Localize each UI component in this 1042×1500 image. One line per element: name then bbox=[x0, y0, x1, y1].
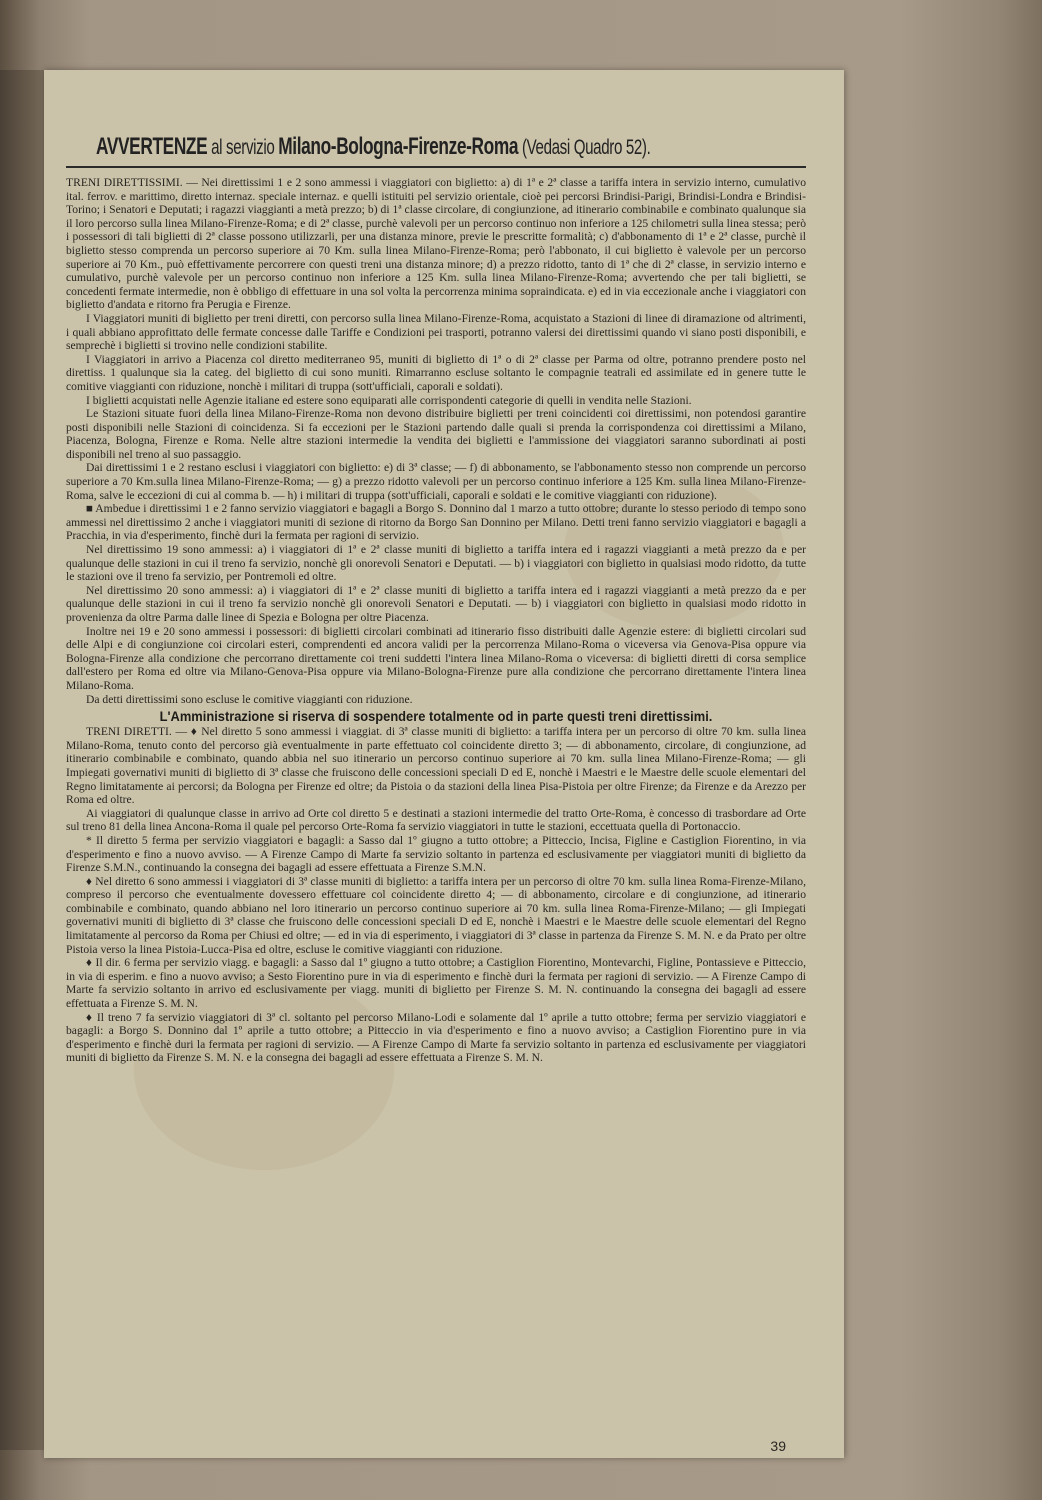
page-content bbox=[66, 130, 806, 1065]
suspension-notice: L'Amministrazione si riserva di sospendere totalmente od in parte questi treni direttissimi. bbox=[159, 708, 713, 725]
paragraph: Da detti direttissimi sono escluse le comitive viaggianti con riduzione. bbox=[86, 692, 413, 706]
title-line: Milano-Bologna-Firenze-Roma bbox=[278, 133, 519, 160]
paragraph: I Viaggiatori muniti di biglietto per treni diretti, con percorso sulla linea Milano-Firenze-Roma, acquistato a Stazioni di linee di diramazione od altrimenti, i quali abbiano approfittato delle fermate concesse dalle Tariffe e Condizioni pei trasporti, potranno valersi dei direttissimi quando vi siano posti disponibili, e semprechè i biglietti si trovino nelle condizioni stabilite. bbox=[66, 311, 806, 353]
paragraph: TRENI DIRETTISSIMI. — Nei direttissimi 1 e 2 sono ammessi i viaggiatori con biglietto: a) di 1ª e 2ª classe a tariffa intera in servizio interno, cumulativo ital. ferrov. e marittimo, diretto internaz. speciale internaz. e quelli istituiti pel servizio orientale, cioè pei percorsi Brindisi-Parigi, Brindisi-Londra e Brindisi-Torino; i Senatori e Deputati; i ragazzi viaggianti a metà prezzo; b) di 1ª classe circolare, di congiunzione, ad itinerario combinabile e combinato qualunque sia il loro percorso sulla linea Milano-Firenze-Roma; e di 2ª classe, purchè valevoli per un percorso continuo non inferiore a 125 chilometri sulla linea stessa; però i possessori di tali biglietti di 2ª classe possono utilizzarli, per una distanza minore, previe le prescritte formalità; c) d'abbonamento di 1ª e 2ª classe, purchè il biglietto stesso comprenda un percorso superiore ai 70 Km. sulla linea Milano-Firenze-Roma; però l'abbonato, il cui biglietto è valevole per un percorso superiore ai 70 Km., può effettivamente percorrere con questi treni una distanza minore; d) a prezzo ridotto, tanto di 1ª che di 2ª classe, in servizio interno e cumulativo, purchè valevole per un percorso continuo non inferiore a 125 Km. sulla linea Milano-Firenze-Roma; avvertendo che per tali biglietti, se concedenti fermate intermedie, non è obbligo di effettuare in una sol volta la percorrenza minima sopraindicata. e) ed in via eccezionale anche i viaggiatori con biglietto d'andata e ritorno fra Perugia e Firenze. bbox=[66, 176, 806, 312]
paragraph: Ai viaggiatori di qualunque classe in arrivo ad Orte col diretto 5 e destinati a stazioni intermedie del tratto Orte-Roma, è concesso di trasbordare ad Orte sul treno 81 della linea Ancona-Roma il quale pel percorso Orte-Roma fa servizio viaggiatori in tutte le stazioni, eccettuata quella di Portonaccio. bbox=[66, 806, 806, 834]
paragraph: I biglietti acquistati nelle Agenzie italiane ed estere sono equiparati alle corrispondenti categorie di quelli in vendita nelle Stazioni. bbox=[86, 393, 692, 407]
paragraph: ♦ Il dir. 6 ferma per servizio viagg. e bagagli: a Sasso dal 1º giugno a tutto ottobre; a Castiglion Fiorentino, Montevarchi, Figline, Pontassieve e Pitteccio, in via di esperim. e fino a nuovo avviso; a Sesto Fiorentino pure in via di esperimento e finchè duri la fermata per ragioni di servizio. — A Firenze Campo di Marte fa servizio soltanto in arrivo ed esclusivamente per viagg. muniti di biglietto per Firenze S. M. N. continuando la consegna dei bagagli ad essere effettuata a Firenze S. M. N. bbox=[66, 956, 806, 1011]
page-title bbox=[96, 130, 651, 164]
paragraph: ♦ Il treno 7 fa servizio viaggiatori di 3ª cl. soltanto pel percorso Milano-Lodi e solamente dal 1º aprile a tutto ottobre; ferma per servizio viaggiatori e bagagli: a Borgo S. Donnino dal 1º aprile a tutto ottobre; a Pitteccio in via d'esperimento e fino a nuovo avviso; a Castiglion Fiorentino pure in via d'esperimento e finchè duri la fermata per ragioni di servizio. — A Firenze Campo di Marte fa servizio soltanto in partenza ed esclusivamente per viaggiatori muniti di biglietto da Firenze S. M. N. e la consegna dei bagagli ad essere effettuata a Firenze S. M. N. bbox=[66, 1010, 806, 1065]
paragraph: Nel direttissimo 20 sono ammessi: a) i viaggiatori di 1ª e 2ª classe muniti di biglietto a tariffa intera ed i ragazzi viaggianti a metà prezzo da e per qualunque delle stazioni in cui il treno fa servizio nonchè gli onorevoli Senatori e Deputati. — b) i viaggiatori con biglietto in qualsiasi modo ridotto in provenienza da oltre Parma dalle linee di Spezia e Bologna per oltre Piacenza. bbox=[66, 583, 806, 624]
paragraph: Dai direttissimi 1 e 2 restano esclusi i viaggiatori con biglietto: e) di 3ª classe; — f) di abbonamento, se l'abbonamento stesso non comprende un percorso superiore a 70 Km.sulla linea Milano-Firenze-Roma; — g) a prezzo ridotto valevoli per un percorso continuo inferiore a 125 Km. sulla linea Milano-Firenze-Roma, salve le eccezioni di cui al comma b. — h) i militari di truppa (sott'ufficiali, caporali e soldati e le comitive viaggianti con riduzione). bbox=[66, 461, 806, 502]
book-page bbox=[44, 70, 844, 1458]
title-rule bbox=[66, 166, 806, 168]
paragraph: Le Stazioni situate fuori della linea Milano-Firenze-Roma non devono distribuire biglietti per treni coincidenti coi direttissimi, non potendosi garantire posti disponibili nelle Stazioni di coincidenza. Si fa eccezioni per le Stazioni partendo dalle quali si prenda la corrispondenza coi direttissimi a Milano, Piacenza, Bologna, Firenze e Roma. Nelle altre stazioni intermedie la vendita dei biglietti e l'ammissione dei viaggiatori saranno subordinati ai posti disponibili nel treno al suo passaggio. bbox=[66, 407, 806, 461]
title-al: al servizio bbox=[207, 136, 279, 159]
paragraph: ♦ Nel diretto 6 sono ammessi i viaggiatori di 3ª classe muniti di biglietto: a tariffa intera per un percorso di oltre 70 km. sulla linea Roma-Firenze-Milano, compreso il percorso che eventualmente dovessero effettuare col coincidente diretto 4; — di abbonamento, circolare e di congiunzione, ad itinerario combinabile e combinato, quando abbiano nel loro itinerario un percorso continuo superiore ai 70 km. sulla linea Roma-Firenze-Milano; — gli Impiegati governativi muniti di biglietto di 3ª classe che fruiscono delle concessioni speciali D ed E, nonchè i Maestri e le Maestre delle scuole elementari del Regno limitatamente al percorso da Roma per Chiusi ed oltre; — ed in via di esperimento, i viaggiatori di 3ª classe in partenza da Firenze S. M. N. e da Prato per oltre Pistoia verso la linea Pistoia-Lucca-Pisa ed oltre, escluse le comitive viaggianti con riduzione. bbox=[66, 874, 806, 956]
paragraph: * Il diretto 5 ferma per servizio viaggiatori e bagagli: a Sasso dal 1º giugno a tutto ottobre; a Pitteccio, Incisa, Figline e Castiglion Fiorentino, in via d'esperimento e fino a nuovo avviso. — A Firenze Campo di Marte fa servizio soltanto in partenza ed esclusivamente per viaggiatori muniti di biglietto da Firenze S.M.N., continuando la consegna dei bagagli ad essere effettuata a Firenze S.M.N. bbox=[66, 833, 806, 875]
paragraph: Nel direttissimo 19 sono ammessi: a) i viaggiatori di 1ª e 2ª classe muniti di biglietto a tariffa intera ed i ragazzi viaggianti a metà prezzo da e per qualunque delle stazioni in cui il treno fa servizio, nonchè gli onorevoli Senatori e Deputati. — b) i viaggiatori con biglietto in qualsiasi modo ridotto, da tutte le stazioni ove il treno fa servizio, per Pontremoli ed oltre. bbox=[66, 543, 806, 584]
paragraph: Inoltre nei 19 e 20 sono ammessi i possessori: di biglietti circolari combinati ad itinerario fisso distribuiti dalle Agenzie estere: di biglietti circolari sud delle Alpi e di congiunzione coi circolari esteri, comprendenti ed ancora validi per la percorrenza Milano-Roma o viceversa via Genova-Pisa oppure via Bologna-Firenze alla condizione che percorrano direttamente coi treni suddetti l'intera linea Milano-Roma o viceversa: di biglietti diretti di corsa semplice dall'estero per Roma ed oltre via Milano-Genova-Pisa oppure via Milano-Bologna-Firenze pure alla condizione che percorrano direttamente l'intera linea Milano-Roma. bbox=[66, 624, 806, 692]
title-ref: (Vedasi Quadro 52). bbox=[518, 136, 651, 159]
body-text bbox=[66, 176, 806, 1065]
title-main: AVVERTENZE bbox=[96, 133, 208, 160]
paragraph: I Viaggiatori in arrivo a Piacenza col diretto mediterraneo 95, muniti di biglietto di 1ª o di 2ª classe per Parma od oltre, potranno prendere posto nel direttiss. 1 qualunque sia la categ. del biglietto di cui sono muniti. Rimarranno escluse soltanto le compagnie teatrali ed assimilate ed in genere tutte le comitive viaggianti con riduzione, nonchè i militari di truppa (sott'ufficiali, caporali e soldati). bbox=[66, 352, 806, 393]
paragraph: ■ Ambedue i direttissimi 1 e 2 fanno servizio viaggiatori e bagagli a Borgo S. Donnino dal 1 marzo a tutto ottobre; durante lo stesso periodo di tempo sono ammessi nel direttissimo 2 anche i viaggiatori muniti di sezione di ritorno da Borgo San Donnino per Milano. Detti treni fanno servizio viaggiatori e bagagli a Pracchia, in via d'esperimento, finchè duri la fermata per ragioni di servizio. bbox=[66, 502, 806, 543]
page-number: 39 bbox=[770, 1438, 786, 1454]
paragraph: TRENI DIRETTI. — ♦ Nel diretto 5 sono ammessi i viaggiat. di 3ª classe muniti di biglietto: a tariffa intera per un percorso di oltre 70 km. sulla linea Milano-Roma, tenuto conto del percorso già eventualmente in parte effettuato col coincidente diretto 3; — di abbonamento, circolare, di congiunzione, ad itinerario combinabile e combinato, quando abbia nel suo itinerario un percorso continuo superiore ai 70 km. sulla linea Milano-Firenze-Roma; — gli Impiegati governativi muniti di biglietto di 3ª classe che fruiscono delle concessioni speciali D ed E, nonchè i Maestri e le Maestre delle scuole elementari del Regno limitatamente ai percorsi; da Bologna per Firenze ed oltre; da Pistoia o da stazioni della linea Pisa-Pistoia per oltre Firenze; da Firenze e da Arezzo per Roma ed oltre. bbox=[66, 725, 806, 807]
